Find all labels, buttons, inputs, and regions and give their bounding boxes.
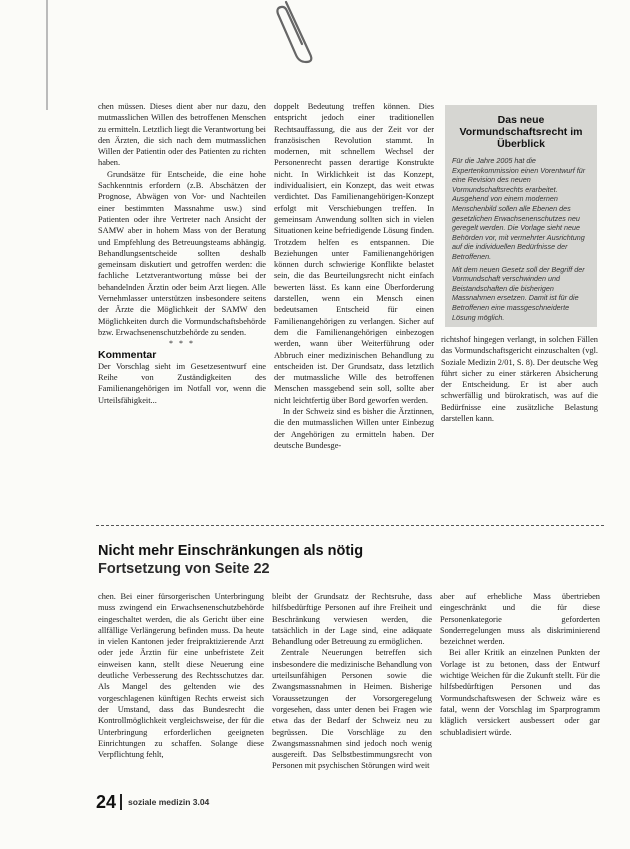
paragraph: Der Vorschlag sieht im Gesetzesentwurf eine Reihe von Zuständigkeiten des Familienangehörigen im Notfall vor, wenn die Urteilsfähigkeit... xyxy=(98,361,266,405)
article-top-column-2 xyxy=(274,101,434,477)
section-divider xyxy=(96,525,604,526)
article-bottom-column-1 xyxy=(98,591,264,781)
footer-divider xyxy=(120,794,122,810)
paragraph: In der Schweiz sind es bisher die Ärztinnen, die den mutmasslichen Willen unter Einbezug der Angehörigen zu ermitteln haben. Der deutsche Bundesge- xyxy=(274,407,434,450)
page-footer xyxy=(96,791,209,813)
paragraph: doppelt Bedeutung treffen können. Dies entspricht jedoch einer traditionellen Rechtsauffassung, die aus der Zeit vor der französischen Revolution stammt. In modernen, mit schnellem Wechsel der Personenrecht passen derartige Konstrukte nicht. In Wirklichkeit ist das Konzept, individualisiert, ein Konzept, das weit etwas verdichtet. Das Familienangehörigen-Konzept erfolgt mit Verschiebungen treffen. In gemeinsam Anwendung sollten sich in vielen Situationen keine befriedigende Lösung finden. Trotzdem helfen es entspannen. Die Beziehungen unter Familienangehörigen können durch schwierige Konflikte belastet sein, die das Beurteilungsrecht nicht einfach bewerten lässt. Es kann eine Überforderung darstellen, wenn ein Mensch einen bedeutsamen Entscheid für einen Familienangehörigen zu verlangen. Sicher auf dem die Familienangehörigen einbezogen werden, wann über Weiterführung oder Abbruch einer medizinischen Behandlung zu entscheiden ist. Der Grundsatz, dass letztlich der mutmassliche Wille des betroffenen Menschen massgebend sein soll, sollte aber nicht leichtfertig über Bord geworfen werden. xyxy=(274,102,434,405)
paragraph: chen. Bei einer fürsorgerischen Unterbringung muss zwingend ein Erwachsenenschutzbehörde eingeschaltet werden, die als Gericht über eine allfällige Verlängerung befinden muss. Da heute in vielen Kantonen jeder freipraktizierende Arzt oder jede Ärztin für eine unbefristete Zeit einweisen kann, stellt diese Neuerung eine deutliche Verbesserung des Rechtsschutzes dar. Als Mangel des geltenden wie des vorgeschlagenen künftigen Rechts erweist sich der Umstand, dass das Bundesrecht die Kontrollmöglichkeit vergleichsweise, der für die Unterbringung erforderlichen geeigneten Einrichtungen zu schaffen. Solange diese Verpflichtung fehlt, xyxy=(98,592,264,760)
article-bottom-column-3 xyxy=(440,591,600,741)
paragraph: bleibt der Grundsatz der Rechtsruhe, dass hilfsbedürftige Personen auf ihre Freiheit und Beschränkung verwiesen werden, die tatsächlich in der Lage sind, eine adäquate Behandlung oder Betreuung zu ermöglichen. xyxy=(272,592,432,647)
kommentar-heading: Kommentar xyxy=(98,348,157,361)
page-edge-line xyxy=(46,0,48,110)
article-top-column-3 xyxy=(441,334,598,477)
article-headline: Nicht mehr Einschränkungen als nötig xyxy=(98,543,364,559)
paperclip-icon xyxy=(272,0,322,64)
paragraph: richtshof hingegen verlangt, in solchen Fällen das Vormundschaftsgericht einzuschalten (vgl. Soziale Medizin 2/01, S. 8). Der deutsche Weg führt sicher zu einer stärkeren Absicherung der Entscheidung. Er ist aber auch schwerfällig und bürokratisch, was auf die Bedürfnisse eine zusätzliche Belastung darstellen kann. xyxy=(441,335,598,424)
article-bottom-column-2 xyxy=(272,591,432,781)
paragraph: Zentrale Neuerungen betreffen sich insbesondere die medizinische Behandlung von urteilsunfähigen Personen sowie die Zwangsmassnahmen in Heimen. Bisherige Voraussetzungen der Vorsorgeregelung vorgesehen, dass unter denen bei Fragen wie etwa das der Bedarf der Schweiz neu zu begrüssen. Die Vorschläge zu den Zwangsmassnahmen sind jedoch noch wenig ausgereift. Das Selbstbestimmungsrecht von Personen mit psychischen Störungen wird weit xyxy=(272,648,432,771)
article-top-column-1 xyxy=(98,101,266,477)
magazine-name: soziale medizin 3.04 xyxy=(128,797,210,807)
section-separator: * * * xyxy=(169,339,195,349)
page-number: 24 xyxy=(96,791,117,812)
paragraph: Bei aller Kritik an einzelnen Punkten der Vorlage ist zu betonen, dass der Entwurf wichtige Weichen für die Zukunft stellt. Für die hilfsbedürftigen Personen und das Vormundschaftswesen der Schweiz wäre es fatal, wenn der Vorschlag im Sparprogramm kläglich versickert ausbessert oder gar schubladisiert würde. xyxy=(440,648,600,737)
info-box-text xyxy=(452,156,590,322)
paragraph: aber auf erhebliche Mass übertrieben eingeschränkt und die für diese Personenkategorie geforderten Sonderregelungen muss als diskriminierend bezeichnet werden. xyxy=(440,592,600,647)
info-box-paragraph: Für die Jahre 2005 hat die Expertenkommission einen Vorentwurf für eine Revision des neuen Vormundschaftsrechts erarbeitet. Ausgehend von einem modernen Menschenbild sollen alle Ebenen des gesetzlichen Erwachsenenschutzes neu geregelt werden. Die Vorlage sieht neue Behörden vor, mit vermehrter Ausrichtung auf die individuellen Bedürfnisse der Betroffenen. xyxy=(452,156,586,261)
info-box-title: Das neue Vormundschaftsrecht im Überblick xyxy=(459,114,583,150)
paragraph: Grundsätze für Entscheide, die eine hohe Sachkenntnis erfordern (z.B. Abschätzen der Prognose, Abwägen von Vor- und Nachteilen einer bestimmten Massnahme usw.) sind Patienten oder ihre Vertreter nach Ansicht der SAMW aber in hohem Mass von der Beratung und Empfehlung des Betreuungsteams abhängig. Behandlungsentscheide sollten deshalb gemeinsam diskutiert und getroffen werden: die fachliche Letztverantwortung müsse bei der behandelnden Ärztin oder beim Arzt liegen. Alle Vernehmlasser unterstützen insbesondere seitens der Ärzte die Möglichkeit der SAMW den Möglichkeiten durch die Vormundschaftsbehörde bzw. Erwachsenenschutzbehörde zu senden. xyxy=(98,169,266,337)
info-box-paragraph: Mit dem neuen Gesetz soll der Begriff der Vormundschaft verschwinden und Beistandschaften die bisherigen Massnahmen ersetzen. Damit ist für die Betroffenen eine massgeschneiderte Lösung möglich. xyxy=(452,264,585,322)
paragraph: chen müssen. Dieses dient aber nur dazu, den mutmasslichen Willen des betroffenen Menschen zu ermitteln. Letztlich liegt die Verantwortung bei den Ärzten, die sich nach dem mutmasslichen Willen der Patientin oder des Patienten zu richten haben. xyxy=(98,102,266,168)
article-subheadline: Fortsetzung von Seite 22 xyxy=(98,561,270,577)
info-box xyxy=(445,105,597,327)
